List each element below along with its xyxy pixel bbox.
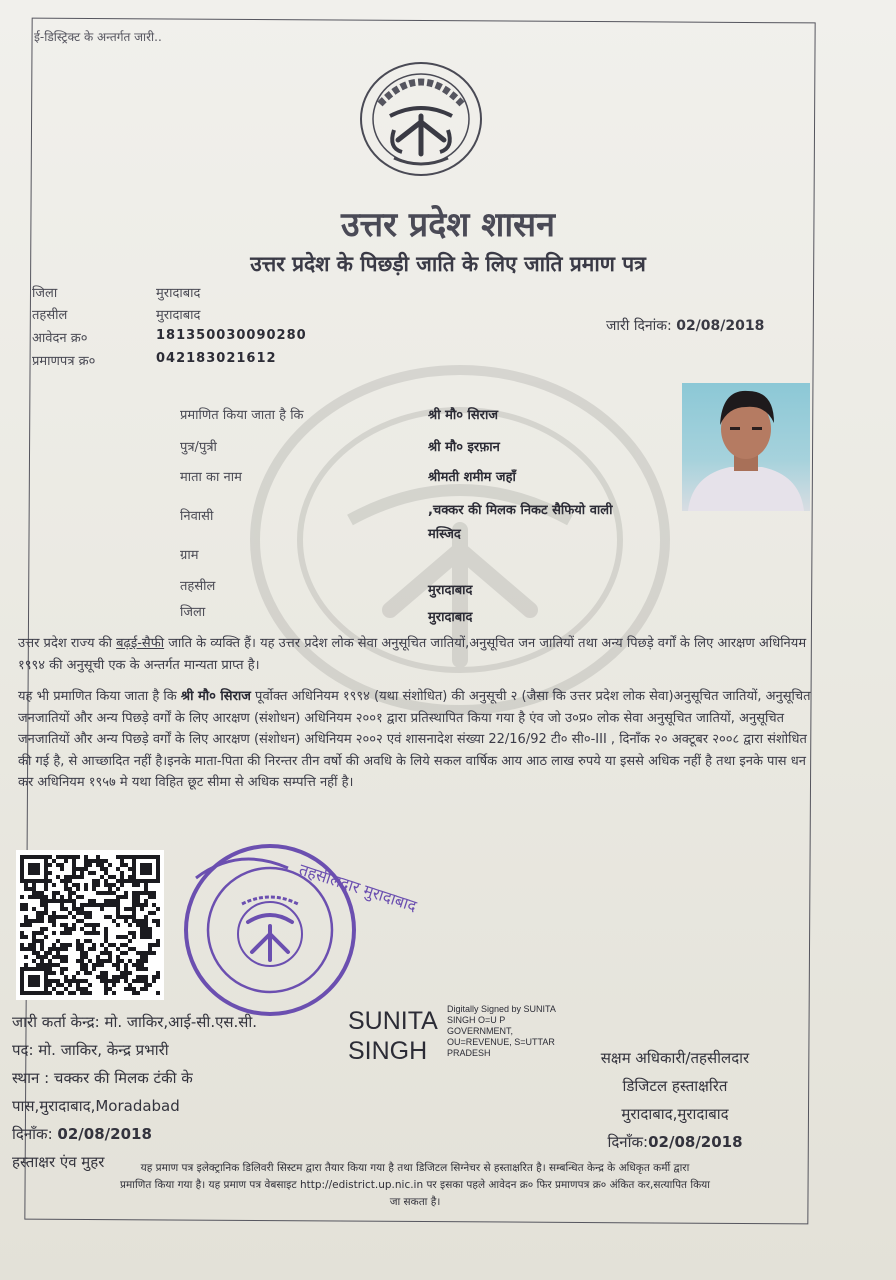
certificate-subtitle: उत्तर प्रदेश के पिछड़ी जाति के लिए जाति प्रमाण पत्र xyxy=(250,252,646,276)
applicant-name: श्री मौ० सिराज xyxy=(428,408,499,423)
issue-date: 02/08/2018 xyxy=(676,318,765,334)
officer-block xyxy=(560,1044,790,1156)
footer-note xyxy=(15,1160,815,1211)
digital-signature-name xyxy=(348,1006,438,1066)
resident-label: निवासी xyxy=(180,509,214,524)
mother-label: माता का नाम xyxy=(180,470,242,485)
issuer-place-line-1: स्थान : चक्कर की मिलक टंकी के xyxy=(12,1069,193,1087)
person-district-label: जिला xyxy=(180,605,206,620)
qr-code xyxy=(16,850,164,1000)
caste-paragraph-text: जाति के व्यक्ति हैं। यह उत्तर प्रदेश लोक सेवा अनुसूचित जातियों,अनुसूचित जन जातियों तथा अन्य पिछड़े वर्गों के लिए आरक्षण अधिनियम १९९४ की अनुसूची एक के अन्तर्गत मान्यता प्राप्त है। xyxy=(18,636,807,673)
certificate-number-label: प्रमाणपत्र क्र० xyxy=(32,354,96,369)
officer-date-line xyxy=(560,1128,790,1156)
issuer-date-label: दिनाँक: xyxy=(12,1125,53,1143)
corner-note: ई-डिस्ट्रिक्ट के अन्तर्गत जारी.. xyxy=(34,30,162,44)
official-round-stamp xyxy=(178,838,420,1022)
officer-date-label: दिनाँक: xyxy=(607,1133,649,1151)
caste-paragraph-intro: उत्तर प्रदेश राज्य की xyxy=(18,636,117,651)
income-paragraph-text: पूर्वोक्त अधिनियम १९९४ (यथा संशोधित) की अनुसूची २ (जैसा कि उत्तर प्रदेश लोक सेवा)अनुसूचित जातियों, अनुसूचित जनजातियों और अन्य पिछड़े वर्गों के लिए आरक्षण (संशोधन) अधिनियम २००१ द्वारा प्रतिस्थापित किया गया है एंव जो उ०प्र० लोक सेवा अनुसूचित जातियों, अनुसूचित जनजातियों और अन्य पिछड़े वर्गों के लिए आरक्षण (संशोधन) अधिनियम २००२ एवं शासनादेश संख्या 22/16/92 टी० सी०-III , दिनाँक २० अक्टूबर २००८ द्वारा संशोधित की गई है, से आच्छादित नहीं है।इनके माता-पिता की निरन्तर तीन वर्षो की अवधि के लिये सकल वार्षिक आय आठ लाख रुपये या इससे अधिक नहीं है तथा इनके पास धन कर अधिनियम १९५७ मे यथा विहित छूट सीमा से अधिक सम्पत्ति नहीं है। xyxy=(18,689,811,790)
officer-place: मुरादाबाद,मुरादाबाद xyxy=(621,1105,729,1123)
father-name: श्री मौ० इरफ़ान xyxy=(428,440,500,455)
issuer-kendra: जारी कर्ता केन्द्र: मो. जाकिर,आई-सी.एस.सी. xyxy=(12,1013,258,1031)
application-label: आवेदन क्र० xyxy=(32,331,88,346)
issuer-place-line-2: पास,मुरादाबाद,Moradabad xyxy=(12,1097,180,1115)
officer-date: 02/08/2018 xyxy=(648,1133,743,1151)
applicant-photo xyxy=(682,383,810,511)
village-label: ग्राम xyxy=(180,548,199,563)
signer-last-name: SINGH xyxy=(348,1037,428,1065)
footer-line-2: प्रमाणित किया गया है। यह प्रमाण पत्र वेबसाइट http://edistrict.up.nic.in पर इसका पहले आवेदन क्र० फिर प्रमाणपत्र क्र० अंकित कर,सत्यापित किया xyxy=(120,1179,710,1191)
footer-line-1: यह प्रमाण पत्र इलेक्ट्रानिक डिलिवरी सिस्टम द्वारा तैयार किया गया है तथा डिजिटल सिग्नेचर से हस्ताक्षरित है। सम्बन्धित केन्द्र के अधिकृत कर्मी द्वारा xyxy=(140,1162,690,1174)
person-photo-icon xyxy=(682,383,810,511)
issuer-post: पद: मो. जाकिर, केन्द्र प्रभारी xyxy=(12,1041,169,1059)
footer-line-3: जा सकता है। xyxy=(389,1196,441,1208)
page-title: उत्तर प्रदेश शासन xyxy=(340,205,555,245)
issuer-block xyxy=(12,1008,257,1176)
tehsil-value: मुरादाबाद xyxy=(156,308,201,323)
income-paragraph xyxy=(18,686,818,794)
issuer-date-line xyxy=(12,1120,257,1148)
officer-digital-signed: डिजिटल हस्ताक्षरित xyxy=(622,1077,728,1095)
certificate-number: 042183021612 xyxy=(156,351,277,366)
income-paragraph-intro: यह भी प्रमाणित किया जाता है कि xyxy=(18,689,181,704)
certified-label: प्रमाणित किया जाता है कि xyxy=(180,408,304,423)
person-tehsil-label: तहसील xyxy=(180,579,216,594)
person-tehsil: मुरादाबाद xyxy=(428,583,473,598)
caste-name: बढ़ई-सैफी xyxy=(116,636,165,651)
issuer-sign-label: हस्ताक्षर एंव मुहर xyxy=(12,1153,105,1171)
stamp-text: तहसीलदार मुरादाबाद xyxy=(296,859,420,916)
address-line-1: ,चक्कर की मिलक निकट सैफियो वाली xyxy=(428,503,613,518)
issue-date-line xyxy=(606,316,764,335)
caste-paragraph xyxy=(18,633,818,676)
application-number: 181350030090280 xyxy=(156,328,307,343)
issue-date-label: जारी दिनांक: xyxy=(606,318,672,334)
person-district: मुरादाबाद xyxy=(428,610,473,625)
district-value: मुरादाबाद xyxy=(156,286,201,301)
mother-name: श्रीमती शमीम जहाँ xyxy=(428,470,516,485)
child-of-label: पुत्र/पुत्री xyxy=(180,440,217,455)
issuer-date: 02/08/2018 xyxy=(57,1125,152,1143)
income-paragraph-name: श्री मौ० सिराज xyxy=(180,689,251,704)
up-emblem-seal xyxy=(358,60,484,178)
district-label: जिला xyxy=(32,286,58,301)
address-line-2: मस्जिद xyxy=(428,527,461,542)
officer-designation: सक्षम अधिकारी/तहसीलदार xyxy=(600,1049,750,1067)
tehsil-label: तहसील xyxy=(32,308,68,323)
signer-first-name: SUNITA xyxy=(348,1007,438,1035)
digital-signature-details: Digitally Signed by SUNITA SINGH O=U P GOVERNMENT, OU=REVENUE, S=UTTAR PRADESH xyxy=(447,1004,556,1058)
